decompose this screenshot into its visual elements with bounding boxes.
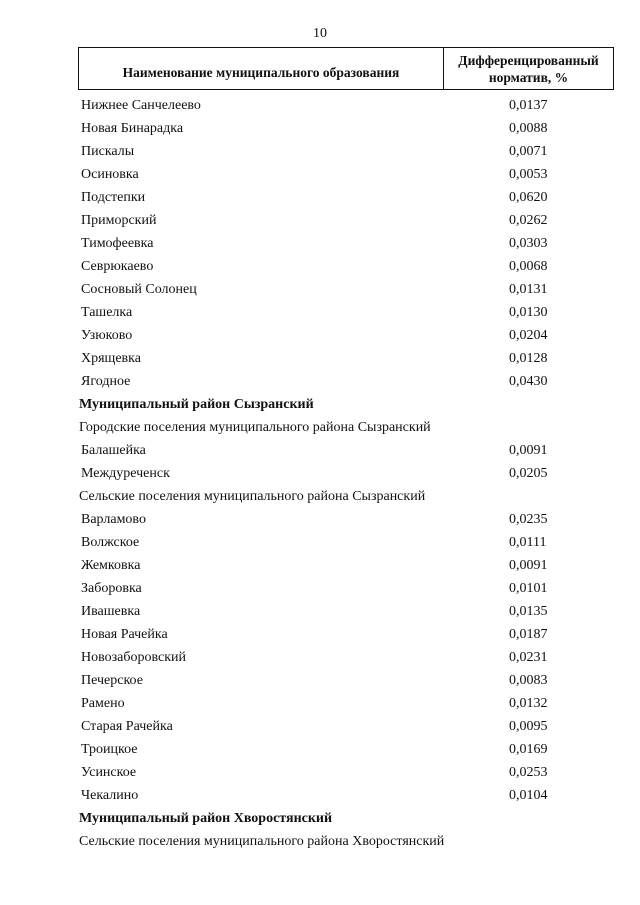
row-value: 0,0071 xyxy=(509,144,548,159)
column-header-value-line1: Дифференцированный xyxy=(458,52,599,68)
row-value: 0,0095 xyxy=(509,719,548,734)
row-name: Междуреченск xyxy=(81,466,170,481)
page-number: 10 xyxy=(313,26,327,41)
row-name: Новая Рачейка xyxy=(81,627,168,642)
row-name: Троицкое xyxy=(81,742,138,757)
row-name: Новозаборовский xyxy=(81,650,187,665)
table-row xyxy=(0,324,640,347)
table-row xyxy=(0,370,640,393)
table-row xyxy=(0,554,640,577)
table-row xyxy=(0,439,640,462)
row-value: 0,0430 xyxy=(509,374,548,389)
table-row xyxy=(0,462,640,485)
table-row xyxy=(0,232,640,255)
table-row xyxy=(0,761,640,784)
section-heading xyxy=(0,807,640,830)
row-name: Ивашевка xyxy=(81,604,141,619)
table-row xyxy=(0,301,640,324)
row-value: 0,0231 xyxy=(509,650,548,665)
table-row xyxy=(0,140,640,163)
row-value: 0,0088 xyxy=(509,121,548,136)
row-value: 0,0130 xyxy=(509,305,548,320)
row-name: Волжское xyxy=(81,535,140,550)
row-value: 0,0205 xyxy=(509,466,548,481)
row-value: 0,0187 xyxy=(509,627,548,642)
row-name: Пискалы xyxy=(81,144,135,159)
row-name: Жемковка xyxy=(81,558,141,573)
row-value: 0,0235 xyxy=(509,512,548,527)
row-value: 0,0091 xyxy=(509,443,548,458)
column-header-name: Наименование муниципального образования xyxy=(79,48,444,89)
row-value: 0,0068 xyxy=(509,259,548,274)
row-name: Узюково xyxy=(81,328,133,343)
table-row xyxy=(0,692,640,715)
row-name: Подстепки xyxy=(81,190,146,205)
row-name: Осиновка xyxy=(81,167,139,182)
row-name: Рамено xyxy=(81,696,125,711)
row-name: Старая Рачейка xyxy=(81,719,173,734)
table-row xyxy=(0,186,640,209)
row-name: Городские поселения муниципального района Сызранский xyxy=(79,420,431,435)
row-name: Севрюкаево xyxy=(81,259,154,274)
row-name: Усинское xyxy=(81,765,137,780)
column-header-value xyxy=(444,48,613,89)
row-name: Муниципальный район Сызранский xyxy=(79,397,314,412)
row-value: 0,0128 xyxy=(509,351,548,366)
row-value: 0,0104 xyxy=(509,788,548,803)
table-row xyxy=(0,715,640,738)
row-value: 0,0620 xyxy=(509,190,548,205)
row-name: Сельские поселения муниципального района Хворостянский xyxy=(79,834,445,849)
table-row xyxy=(0,94,640,117)
row-value: 0,0253 xyxy=(509,765,548,780)
table-row xyxy=(0,738,640,761)
row-name: Ташелка xyxy=(81,305,133,320)
row-value: 0,0137 xyxy=(509,98,548,113)
row-name: Приморский xyxy=(81,213,157,228)
row-name: Печерское xyxy=(81,673,143,688)
row-value: 0,0303 xyxy=(509,236,548,251)
row-name: Нижнее Санчелеево xyxy=(81,98,201,113)
row-name: Сосновый Солонец xyxy=(81,282,197,297)
row-value: 0,0169 xyxy=(509,742,548,757)
table-row xyxy=(0,577,640,600)
row-value: 0,0132 xyxy=(509,696,548,711)
table-row xyxy=(0,646,640,669)
table-row xyxy=(0,600,640,623)
table-row xyxy=(0,209,640,232)
table-header xyxy=(78,47,614,90)
section-heading xyxy=(0,393,640,416)
row-name: Чекалино xyxy=(81,788,139,803)
row-name: Тимофеевка xyxy=(81,236,154,251)
row-value: 0,0262 xyxy=(509,213,548,228)
row-name: Сельские поселения муниципального района Сызранский xyxy=(79,489,426,504)
table-row xyxy=(0,508,640,531)
row-value: 0,0111 xyxy=(509,535,547,550)
row-name: Заборовка xyxy=(81,581,142,596)
table-row xyxy=(0,784,640,807)
table-row xyxy=(0,531,640,554)
table-row xyxy=(0,669,640,692)
row-value: 0,0053 xyxy=(509,167,548,182)
table-body xyxy=(0,94,640,853)
row-value: 0,0135 xyxy=(509,604,548,619)
table-row xyxy=(0,278,640,301)
subsection-heading xyxy=(0,485,640,508)
row-value: 0,0083 xyxy=(509,673,548,688)
column-header-value-line2: норматив, % xyxy=(488,69,569,85)
row-name: Муниципальный район Хворостянский xyxy=(79,811,333,826)
row-name: Варламово xyxy=(81,512,146,527)
subsection-heading xyxy=(0,830,640,853)
table-row xyxy=(0,623,640,646)
row-value: 0,0131 xyxy=(509,282,548,297)
row-name: Хрящевка xyxy=(81,351,141,366)
table-row xyxy=(0,163,640,186)
table-row xyxy=(0,255,640,278)
table-row xyxy=(0,117,640,140)
row-value: 0,0204 xyxy=(509,328,548,343)
row-name: Балашейка xyxy=(81,443,146,458)
table-row xyxy=(0,347,640,370)
subsection-heading xyxy=(0,416,640,439)
row-value: 0,0101 xyxy=(509,581,548,596)
row-name: Новая Бинарадка xyxy=(81,121,184,136)
row-name: Ягодное xyxy=(81,374,131,389)
row-value: 0,0091 xyxy=(509,558,548,573)
